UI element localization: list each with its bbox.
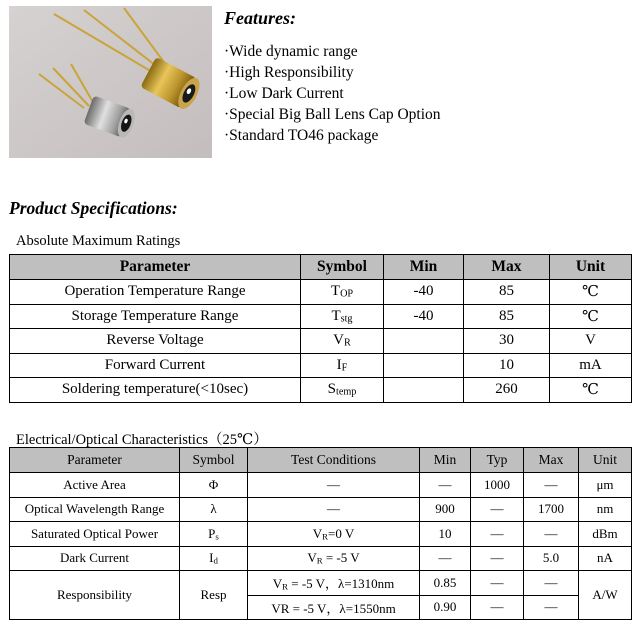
cell-symbol: [301, 378, 384, 403]
condition-text: —: [327, 476, 340, 492]
symbol-subscript: OP: [340, 288, 354, 300]
cell-symbol: [180, 497, 248, 522]
symbol-subscript: d: [213, 555, 218, 566]
symbol-subscript: R: [344, 337, 351, 349]
cell-min: —: [420, 546, 471, 571]
cell-max: 85: [464, 304, 550, 329]
cell-max: 30: [464, 329, 550, 354]
cell-typ: —: [471, 571, 524, 596]
cell-parameter: Reverse Voltage: [10, 329, 301, 354]
cell-typ: 1000: [471, 473, 524, 498]
product-photo: [9, 6, 212, 158]
cell-unit: μm: [579, 473, 632, 498]
header-test-conditions: Test Conditions: [248, 448, 420, 473]
product-specs-title: Product Specifications:: [9, 198, 178, 218]
abs-max-table: [9, 254, 632, 403]
condition-text: V: [307, 550, 317, 566]
header-typ: Typ: [471, 448, 524, 473]
cell-unit: dBm: [579, 522, 632, 547]
cell-typ: —: [471, 497, 524, 522]
abs-max-title: Absolute Maximum Ratings: [16, 233, 181, 249]
cell-symbol: [180, 473, 248, 498]
table-row: [10, 280, 632, 305]
condition-text: —: [327, 501, 340, 517]
table-header-row: [10, 448, 632, 473]
condition-subscript: R: [322, 531, 329, 542]
cell-unit: A/W: [579, 571, 632, 620]
cell-typ: —: [471, 595, 524, 620]
cell-parameter: Operation Temperature Range: [10, 280, 301, 305]
cell-symbol: [301, 280, 384, 305]
condition-text: VR = -5 V，λ=1550nm: [271, 600, 396, 616]
cell-typ: —: [471, 522, 524, 547]
cell-symbol: Resp: [180, 571, 248, 620]
header-min: Min: [420, 448, 471, 473]
cell-test-condition: [248, 595, 420, 620]
cell-max: —: [524, 473, 579, 498]
condition-text-post: =0 V: [328, 525, 355, 541]
eo-table: [9, 447, 632, 620]
cell-unit: ℃: [550, 280, 632, 305]
features-list: [224, 41, 441, 146]
header-min: Min: [384, 255, 464, 280]
cell-min: [384, 329, 464, 354]
symbol-subscript: F: [341, 362, 348, 374]
symbol-text: I: [209, 550, 214, 566]
table-row: [10, 378, 632, 403]
cell-max: 260: [464, 378, 550, 403]
feature-item: ·Special Big Ball Lens Cap Option: [224, 106, 441, 123]
cell-min: [384, 353, 464, 378]
header-unit: Unit: [579, 448, 632, 473]
cell-parameter: Active Area: [10, 473, 180, 498]
cell-unit: ℃: [550, 304, 632, 329]
table-row: [10, 329, 632, 354]
cell-unit: nA: [579, 546, 632, 571]
cell-max: 5.0: [524, 546, 579, 571]
eo-title: Electrical/Optical Characteristics（25℃）: [16, 432, 268, 448]
cell-max: —: [524, 571, 579, 596]
header-unit: Unit: [550, 255, 632, 280]
condition-text: V: [272, 576, 283, 592]
cell-min: —: [420, 473, 471, 498]
header-symbol: Symbol: [301, 255, 384, 280]
cell-test-condition: [248, 497, 420, 522]
symbol-subscript: stg: [340, 313, 353, 325]
header-symbol: Symbol: [180, 448, 248, 473]
cell-max: —: [524, 522, 579, 547]
symbol-text: S: [327, 381, 336, 398]
condition-subscript: R: [316, 555, 323, 566]
cell-unit: V: [550, 329, 632, 354]
symbol-subscript: temp: [335, 386, 357, 398]
symbol-text: T: [330, 283, 341, 300]
cell-symbol: [180, 522, 248, 547]
header-parameter: Parameter: [10, 448, 180, 473]
cell-min: 0.90: [420, 595, 471, 620]
symbol-text: P: [208, 525, 216, 541]
cell-min: [384, 378, 464, 403]
feature-item: ·Wide dynamic range: [224, 43, 358, 60]
symbol-text: λ: [210, 501, 217, 517]
cell-typ: —: [471, 546, 524, 571]
cell-unit: ℃: [550, 378, 632, 403]
feature-item: ·Low Dark Current: [224, 85, 344, 102]
cell-max: 10: [464, 353, 550, 378]
cell-unit: mA: [550, 353, 632, 378]
header-parameter: Parameter: [10, 255, 301, 280]
condition-text-post: = -5 V，λ=1310nm: [287, 576, 395, 592]
cell-unit: nm: [579, 497, 632, 522]
cell-max: —: [524, 595, 579, 620]
cell-parameter: Responsibility: [10, 571, 180, 620]
header-max: Max: [524, 448, 579, 473]
cell-parameter: Saturated Optical Power: [10, 522, 180, 547]
features-section: [224, 8, 441, 146]
cell-symbol: [180, 546, 248, 571]
cell-min: -40: [384, 280, 464, 305]
cell-symbol: [301, 329, 384, 354]
table-row: [10, 353, 632, 378]
cell-parameter: Optical Wavelength Range: [10, 497, 180, 522]
cell-parameter: Storage Temperature Range: [10, 304, 301, 329]
cell-min: 10: [420, 522, 471, 547]
cell-test-condition: [248, 546, 420, 571]
header-max: Max: [464, 255, 550, 280]
symbol-text: V: [333, 332, 345, 349]
photodiode-image: [9, 6, 212, 158]
feature-item: ·High Responsibility: [224, 64, 354, 81]
cell-parameter: Soldering temperature(<10sec): [10, 378, 301, 403]
condition-text: V: [312, 525, 323, 541]
cell-min: -40: [384, 304, 464, 329]
table-row: [10, 546, 632, 571]
symbol-text: Φ: [208, 476, 219, 492]
symbol-text: T: [331, 307, 341, 324]
cell-test-condition: [248, 473, 420, 498]
symbol-subscript: s: [215, 531, 219, 542]
cell-test-condition: [248, 571, 420, 596]
table-row: [10, 473, 632, 498]
cell-min: 900: [420, 497, 471, 522]
features-title: Features:: [224, 8, 296, 28]
cell-parameter: Forward Current: [10, 353, 301, 378]
cell-max: 1700: [524, 497, 579, 522]
condition-text-post: = -5 V: [322, 550, 360, 566]
cell-test-condition: [248, 522, 420, 547]
table-row: [10, 522, 632, 547]
table-row: [10, 304, 632, 329]
table-row: [10, 497, 632, 522]
feature-item: ·Standard TO46 package: [224, 127, 379, 144]
symbol-text: I: [336, 356, 342, 373]
cell-symbol: [301, 353, 384, 378]
condition-subscript: R: [282, 581, 288, 592]
cell-max: 85: [464, 280, 550, 305]
cell-min: 0.85: [420, 571, 471, 596]
cell-symbol: [301, 304, 384, 329]
cell-parameter: Dark Current: [10, 546, 180, 571]
table-row: [10, 571, 632, 596]
table-header-row: [10, 255, 632, 280]
